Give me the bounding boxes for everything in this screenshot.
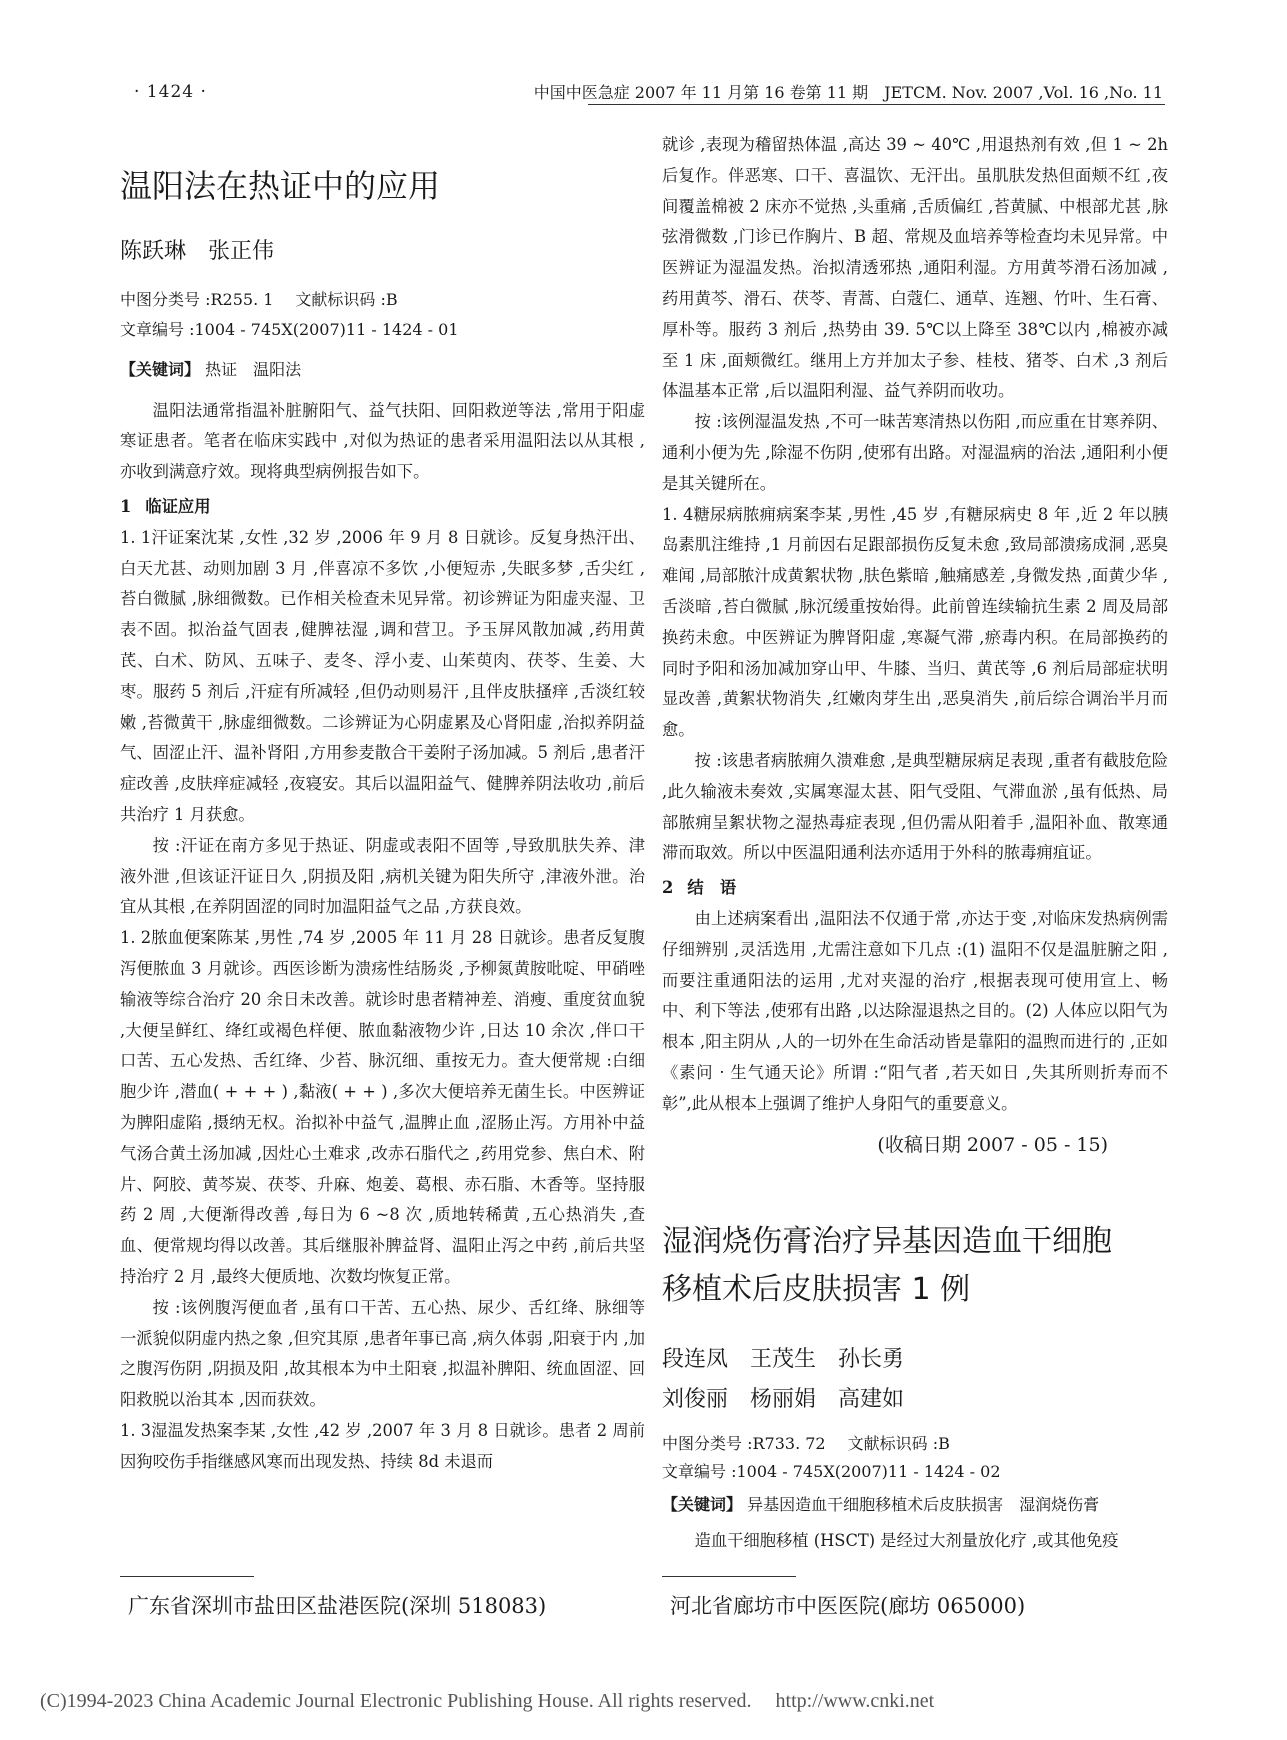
article1-affiliation: 广东省深圳市盐田区盐港医院(深圳 518083): [128, 1594, 547, 1618]
copyright-notice: [40, 1690, 934, 1713]
case-note: 按 :该患者病脓痈久溃难愈 ,是典型糖尿病足表现 ,重者有截肢危险 ,此久输液未奏效 ,实属寒湿太甚、阳气受阻、气滞血淤 ,虽有低热、局部脓痈呈絮状物之湿热毒症表现 ,但仍需从阳着手 ,温阳补血、散寒通滞而取效。所以中医温阳通利法亦适用于外科的脓毒痈疽证。: [662, 750, 1168, 863]
journal-header: 中国中医急症 2007 年 11 月第 16 卷第 11 期 JETCM. Nov. 2007 ,Vol. 16 ,No. 11: [533, 83, 1163, 102]
case-body: 李某 ,女性 ,42 岁 ,2007 年 3 月 8 日就诊。患者 2 周前因狗咬伤手指继感风寒而出现发热、持续 8d 未退而: [120, 1420, 645, 1471]
article2-affiliation: 河北省廊坊市中医医院(廊坊 065000): [670, 1594, 1026, 1618]
case-paragraph: [662, 500, 1168, 746]
article2-meta: [662, 1430, 1168, 1486]
case-body: 沈某 ,女性 ,32 岁 ,2006 年 9 月 8 日就诊。反复身热汗出、白天尤甚、动则加剧 3 月 ,伴喜凉不多饮 ,小便短赤 ,失眠多梦 ,舌尖红 ,苔白微腻 ,脉细微数。已作相关检查未见异常。初诊辨证为阳虚夹湿、卫表不固。拟治益气固表 ,健脾祛湿 ,调和营卫。予玉屏风散加减 ,药用黄芪、白术、防风、五味子、麦冬、浮小麦、山茱萸肉、茯苓、生姜、大枣。服药 5 剂后 ,汗症有所减轻 ,但仍动则易汗 ,且伴皮肤搔痒 ,舌淡红较嫩 ,苔微黄干 ,脉虚细微数。二诊辨证为心阴虚累及心肾阳虚 ,治拟养阴益气、固涩止汗、温补肾阳 ,方用参麦散合干姜附子汤加减。5 剂后 ,患者汗症改善 ,皮肤痒症减轻 ,夜寝安。其后以温阳益气、健脾养阴法收功 ,前后共治疗 1 月获愈。: [120, 527, 645, 824]
section-number: 1: [120, 496, 132, 516]
article2-authors-line: 刘俊丽 杨丽娟 高建如: [662, 1386, 905, 1412]
article2-authors-line: 段连凤 王茂生 孙长勇: [662, 1346, 905, 1372]
case-paragraph: [120, 923, 645, 1293]
case-body-continued: 就诊 ,表现为稽留热体温 ,高达 39 ~ 40℃ ,用退热剂有效 ,但 1 ~ 2h 后复作。伴恶寒、口干、喜温饮、无汗出。虽肌肤发热但面颊不红 ,夜间覆盖棉被 2 床亦不觉热 ,头重痛 ,舌质偏红 ,苔黄腻、中根部尤甚 ,脉弦滑微数 ,门诊已作胸片、B 超、常规及血培养等检查均未见异常。中医辨证为湿温发热。治拟清透邪热 ,通阳利湿。方用黄芩滑石汤加减 ,药用黄芩、滑石、茯苓、青蒿、白蔻仁、通草、连翘、竹叶、生石膏、厚朴等。服药 3 剂后 ,热势由 39. 5℃以上降至 38℃以内 ,棉被亦减至 1 床 ,面颊微红。继用上方并加太子参、桂枝、猪苓、白术 ,3 剂后体温基本正常 ,后以温阳利湿、益气养阴而收功。: [662, 135, 1168, 401]
article2-title-line: 湿润烧伤膏治疗异基因造血干细胞: [662, 1223, 1112, 1259]
clc-number: 中图分类号 :R255. 1: [120, 289, 274, 309]
article2-title: [662, 1218, 1168, 1314]
article2-keywords: [662, 1490, 1168, 1520]
article2-authors: [662, 1340, 1168, 1420]
case-paragraph: [120, 1416, 645, 1478]
keywords-text: 异基因造血干细胞移植术后皮肤损害 湿润烧伤膏: [747, 1494, 1100, 1514]
case-title: 糖尿病脓痈病案: [693, 504, 810, 524]
section-number: 2: [662, 878, 674, 898]
right-column: [662, 130, 1168, 1556]
case-note: 按 :该例腹泻便血者 ,虽有口干苦、五心热、尿少、舌红绛、脉细等一派貌似阴虚内热之象 ,但究其原 ,患者年事已高 ,病久体弱 ,阳衰于内 ,加之腹泻伤阴 ,阴损及阳 ,故其根本为中土阳衰 ,拟温补脾阳、统血固涩、回阳救脱以治其本 ,因而获效。: [120, 1297, 645, 1410]
keywords-text: 热证 温阳法: [205, 359, 302, 379]
keywords-label: 【关键词】: [120, 359, 201, 379]
doc-code: 文献标识码 :B: [295, 289, 398, 309]
article-number: 文章编号 :1004 - 745X(2007)11 - 1424 - 01: [120, 319, 459, 339]
conclusion-paragraph: 由上述病案看出 ,温阳法不仅通于常 ,亦达于变 ,对临床发热病例需仔细辨别 ,灵活选用 ,尤需注意如下几点 :(1) 温阳不仅是温脏腑之阳 ,而要注重通阳法的运用 ,尤对夹湿的治疗 ,根据表现可使用宣上、畅中、利下等法 ,使邪有出路 ,以达除湿退热之目的。(2) 人体应以阳气为根本 ,阳主阴从 ,人的一切外在生命活动皆是靠阳的温煦而进行的 ,正如《素问 · 生气通天论》所谓 :“阳气者 ,若天如日 ,失其所则折寿而不彰”,此从根本上强调了维护人身阳气的重要意义。: [662, 908, 1168, 1113]
case-note: 按 :汗证在南方多见于热证、阴虚或表阳不固等 ,导致肌肤失养、津液外泄 ,但该证汗证日久 ,阴损及阳 ,病机关键为阳失所守 ,津液外泄。治宜从其根 ,在养阴固涩的同时加温阳益气之品 ,方获良效。: [120, 835, 645, 917]
case-title: 脓血便案: [151, 928, 217, 948]
footnote-rule: [662, 1576, 796, 1577]
section-title: 临证应用: [145, 496, 211, 516]
case-note: 按 :该例湿温发热 ,不可一昧苦寒清热以伤阳 ,而应重在甘寒养阴、通利小便为先 ,除湿不伤阴 ,使邪有出路。对湿温病的治法 ,通阳利小便是其关键所在。: [662, 412, 1168, 493]
header-rule: [588, 104, 1165, 105]
section-heading: [662, 873, 1168, 904]
intro-paragraph: 温阳法通常指温补脏腑阳气、益气扶阳、回阳救逆等法 ,常用于阳虚寒证患者。笔者在临床实践中 ,对似为热证的患者采用温阳法以从其根 ,亦收到满意疗效。现将典型病例报告如下。: [120, 400, 645, 482]
received-date: (收稿日期 2007 - 05 - 15): [877, 1133, 1108, 1156]
keywords-label: 【关键词】: [662, 1494, 743, 1514]
article-title: 温阳法在热证中的应用: [120, 167, 441, 205]
section-title: 结 语: [687, 878, 737, 898]
article2-intro: 造血干细胞移植 (HSCT) 是经过大剂量放化疗 ,或其他免疫: [694, 1530, 1119, 1550]
case-title: 汗证案: [151, 527, 202, 547]
keywords: [120, 357, 645, 380]
clc-number: 中图分类号 :R733. 72: [662, 1433, 826, 1453]
case-body: 李某 ,男性 ,45 岁 ,有糖尿病史 8 年 ,近 2 年以胰岛素肌注维持 ,1 月前因右足跟部损伤反复未愈 ,致局部溃疡成洞 ,恶臭难闻 ,局部脓汁成黄絮状物 ,肤色紫暗 ,触痛感差 ,身微发热 ,面黄少华 ,舌淡暗 ,苔白微腻 ,脉沉缓重按始得。此前曾连续输抗生素 2 周及局部换药未愈。中医辨证为脾肾阳虚 ,寒凝气滞 ,瘀毒内积。在局部换药的同时予阳和汤加减加穿山甲、牛膝、当归、黄芪等 ,6 剂后局部症状明显改善 ,黄絮状物消失 ,红嫩肉芽生出 ,恶臭消失 ,前后综合调治半月而愈。: [662, 504, 1168, 740]
case-number: 1. 4: [662, 504, 694, 524]
case-number: 1. 2: [120, 928, 152, 948]
article-number: 文章编号 :1004 - 745X(2007)11 - 1424 - 02: [662, 1461, 1001, 1481]
article2-title-line: 移植术后皮肤损害 1 例: [662, 1271, 971, 1307]
cnki-link[interactable]: http://www.cnki.net: [775, 1690, 935, 1712]
copyright-text: (C)1994-2023 China Academic Journal Electronic Publishing House. All rights reserved.: [40, 1690, 752, 1712]
left-column: [120, 160, 645, 1477]
page-number: · 1424 ·: [134, 82, 207, 102]
case-number: 1. 1: [120, 527, 152, 547]
case-paragraph: [120, 523, 645, 831]
footnote-rule: [120, 1576, 254, 1577]
section-heading: [120, 492, 645, 523]
article-authors: 陈跃琳 张正伟: [120, 238, 275, 264]
case-title: 湿温发热案: [151, 1420, 234, 1440]
doc-code: 文献标识码 :B: [847, 1433, 950, 1453]
case-body: 陈某 ,男性 ,74 岁 ,2005 年 11 月 28 日就诊。患者反复腹泻便脓血 3 月就诊。西医诊断为溃疡性结肠炎 ,予柳氮黄胺吡啶、甲硝唑输液等综合治疗 20 余日未改善。就诊时患者精神差、消瘦、重度贫血貌 ,大便呈鲜红、绛红或褐色样便、脓血黏液物少许 ,日达 10 余次 ,伴口干口苦、五心发热、舌红绛、少苔、脉沉细、重按无力。查大便常规 :白细胞少许 ,潜血( + + + ) ,黏液( + + ) ,多次大便培养无菌生长。中医辨证为脾阳虚陷 ,摄纳无权。治拟补中益气 ,温脾止血 ,涩肠止泻。方用补中益气汤合黄土汤加减 ,因灶心土难求 ,改赤石脂代之 ,药用党参、焦白术、附片、阿胶、黄芩炭、茯苓、升麻、炮姜、葛根、赤石脂、木香等。坚持服药 2 周 ,大便渐得改善 ,每日为 6 ~8 次 ,质地转稀黄 ,五心热消失 ,查血、便常规均得以改善。其后继服补脾益肾、温阳止泻之中药 ,前后共坚持治疗 2 月 ,最终大便质地、次数均恢复正常。: [120, 928, 645, 1286]
case-number: 1. 3: [120, 1420, 152, 1440]
article-meta: [120, 285, 645, 345]
